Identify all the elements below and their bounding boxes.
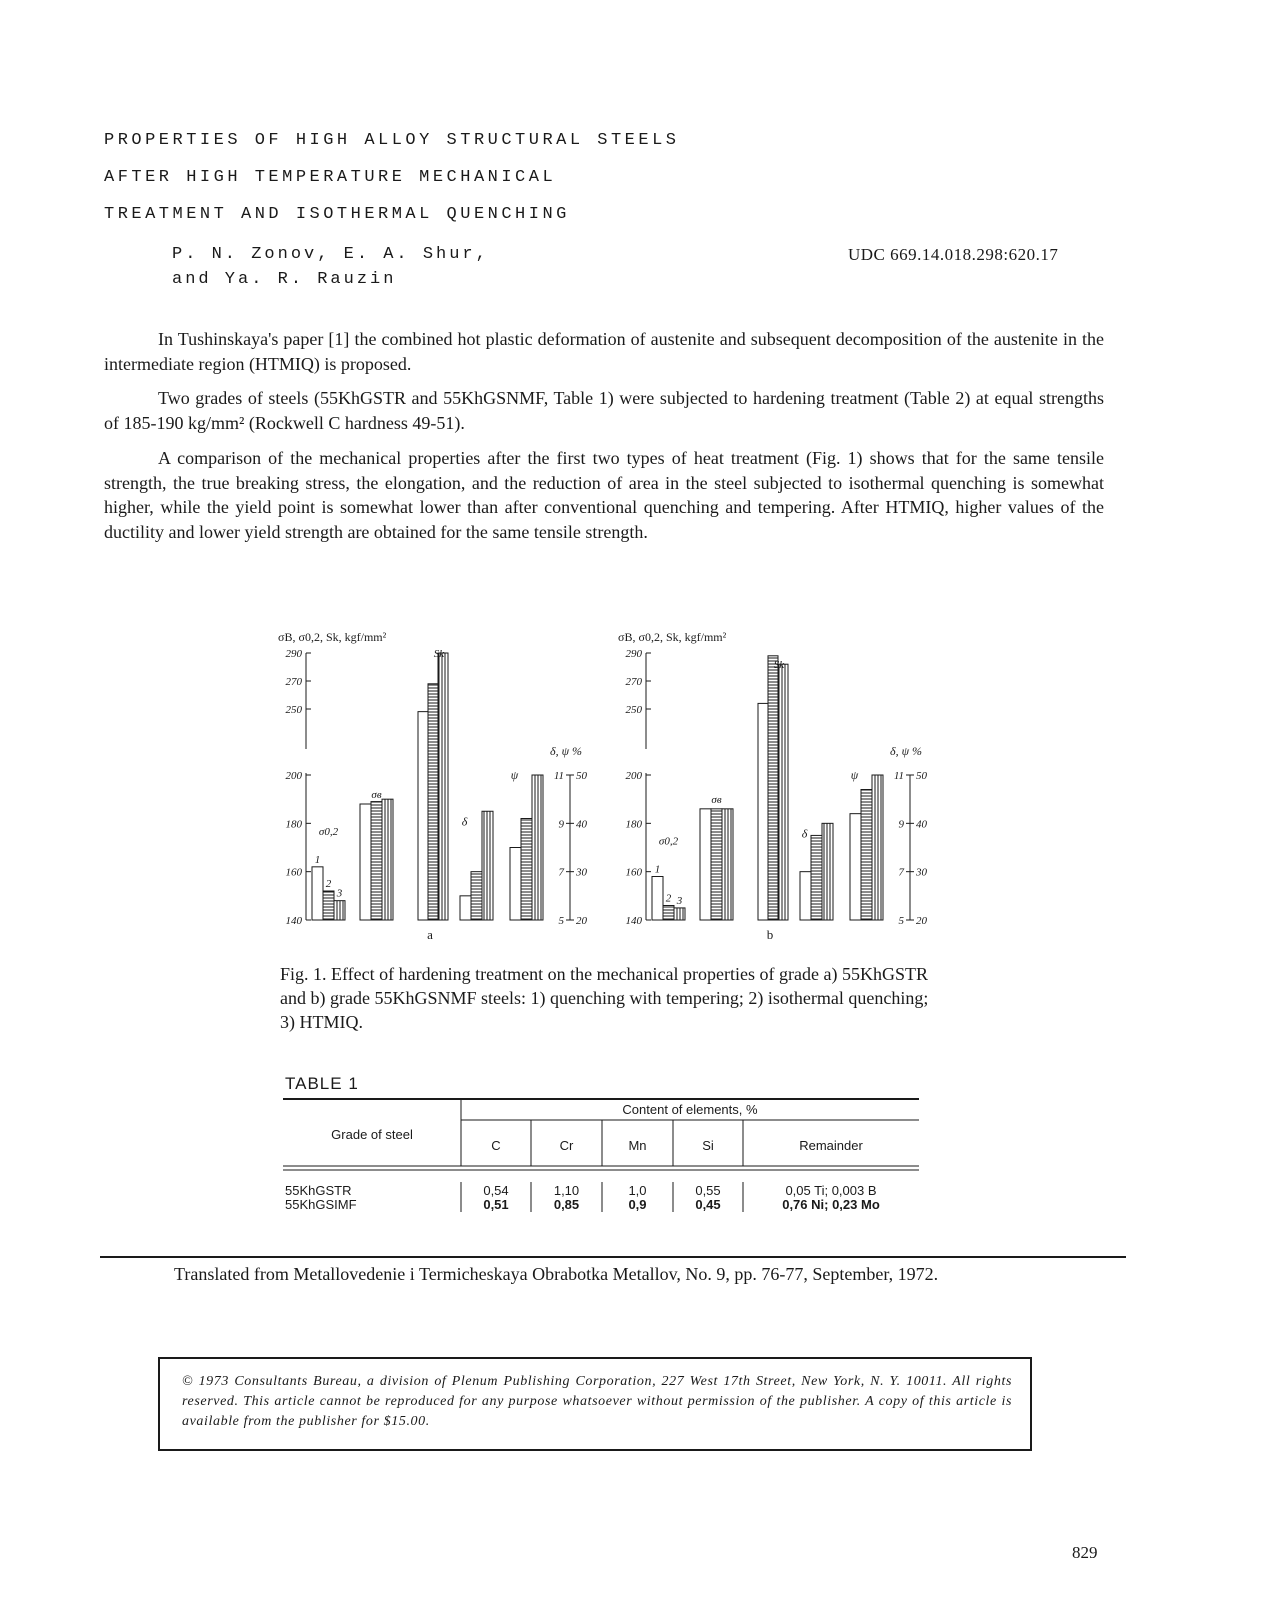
author-line: and Ya. R. Rauzin (172, 270, 397, 289)
table-grade-header: Grade of steel (331, 1127, 413, 1142)
y2-axis-label: δ, ψ % (889, 744, 923, 758)
bar (768, 656, 778, 920)
series-number: 1 (314, 853, 321, 866)
y-tick-label: 290 (625, 648, 642, 660)
table-cell: 1,10 (553, 1183, 580, 1198)
title-line: PROPERTIES OF HIGH ALLOY STRUCTURAL STEELS (104, 131, 680, 150)
y2-axis-label: δ, ψ % (549, 744, 583, 758)
y-tick-label: 140 (625, 915, 642, 927)
table-cell: 0,54 (483, 1183, 509, 1198)
figure-panel-a (278, 630, 588, 942)
y2-tick-label-elong: 5 (898, 915, 904, 927)
bar (663, 906, 674, 921)
udc-code: UDC 669.14.018.298:620.17 (848, 245, 1059, 264)
y2-tick-label-elong: 11 (553, 770, 564, 782)
bar (711, 809, 722, 920)
bar (334, 901, 345, 920)
bar (532, 775, 543, 920)
y-tick-label: 270 (625, 676, 642, 688)
y2-tick-label-pct: 40 (916, 818, 927, 831)
bar-label-psi: ψ (850, 768, 859, 782)
bar (471, 872, 482, 920)
bar-label-psi: ψ (510, 768, 519, 782)
figure-caption: Fig. 1. Effect of hardening treatment on the mechanical properties of grade a) 55KhGSTR and b) grade 55KhGSNMF steels: 1) quenching with tempering; 2) isothermal quenching; 3) HTMIQ. (280, 964, 929, 1032)
article-title (104, 122, 679, 233)
paragraph: Two grades of steels (55KhGSTR and 55KhGSNMF, Table 1) were subjected to hardening treatment (Table 2) at equal strengths of 185-190 kg/mm² (Rockwell C hardness 49-51). (104, 388, 1104, 433)
y-tick-label: 250 (285, 704, 302, 716)
panel-label: a (427, 927, 433, 942)
copyright-notice: © 1973 Consultants Bureau, a division of Plenum Publishing Corporation, 227 West 17th Street, New York, N. Y. 10011. All rights reserved. This article cannot be reproduced for any purpose whatsoever without permission of the publisher. A copy of this article is available from the publisher for $15.00. (158, 1357, 1032, 1451)
bar-label-sigma-b: σв (371, 789, 382, 801)
y-tick-label: 180 (285, 818, 302, 831)
y-tick-label: 200 (285, 770, 302, 782)
footnote-rule (100, 1256, 1126, 1258)
table-cell: 0,85 (553, 1197, 580, 1212)
bar (460, 896, 471, 920)
figure-1 (270, 615, 960, 950)
table-cell: 0,51 (483, 1197, 509, 1212)
author-line: P. N. Zonov, E. A. Shur, (172, 245, 489, 264)
series-number: 1 (654, 863, 661, 876)
y2-tick-label-pct: 50 (916, 770, 927, 782)
bar (312, 867, 323, 920)
y2-tick-label-pct: 30 (916, 866, 927, 879)
bar (800, 872, 811, 920)
y-tick-label: 270 (285, 676, 302, 688)
y-axis-label: σB, σ0,2, Sk, kgf/mm² (278, 630, 387, 644)
translation-footnote: Translated from Metallovedenie i Termicheskaya Obrabotka Metallov, No. 9, pp. 76-77, September, 1972. (174, 1264, 939, 1284)
bar (418, 712, 428, 920)
bar (674, 908, 685, 920)
y-axis-label: σB, σ0,2, Sk, kgf/mm² (618, 630, 727, 644)
y2-tick-label-elong: 9 (898, 818, 904, 831)
bar-label-sk: Sk (433, 648, 445, 660)
table-col-header: Cr (559, 1138, 574, 1153)
table-cell: 0,9 (628, 1197, 647, 1212)
y2-tick-label-pct: 20 (916, 915, 927, 927)
bar (758, 703, 768, 920)
bar (778, 664, 788, 920)
table-group-header: Content of elements, % (622, 1102, 758, 1117)
paragraph: In Tushinskaya's paper [1] the combined hot plastic deformation of austenite and subsequent decomposition of the austenite in the intermediate region (HTMIQ) is proposed. (104, 329, 1104, 374)
table-cell-grade: 55KhGSTR (285, 1183, 352, 1198)
table-cell: 0,55 (695, 1183, 721, 1198)
series-number: 3 (336, 887, 343, 900)
bar (861, 790, 872, 921)
series-number: 2 (325, 878, 332, 890)
series-number: 3 (676, 894, 683, 907)
bar (510, 848, 521, 921)
y2-tick-label-elong: 7 (898, 866, 904, 879)
series-number: 2 (665, 892, 672, 905)
figure-panel-b (618, 630, 928, 942)
bar (722, 809, 733, 920)
author-block (172, 242, 489, 292)
bar-label-sigma02: σ0,2 (658, 835, 679, 848)
bar (872, 775, 883, 920)
y2-tick-label-pct: 30 (576, 866, 587, 879)
bar (811, 835, 822, 920)
y2-tick-label-elong: 5 (558, 915, 564, 927)
page-number: 829 (1072, 1543, 1098, 1562)
y-tick-label: 290 (285, 648, 302, 660)
y2-tick-label-elong: 7 (558, 866, 564, 879)
table-1 (283, 1096, 919, 1226)
y-tick-label: 250 (625, 704, 642, 716)
bar-label-sigma02: σ0,2 (318, 825, 339, 838)
paragraph: A comparison of the mechanical properties after the first two types of heat treatment (Fig. 1) shows that for the same tensile strength, the true breaking stress, the elongation, and the reduction of area in the steel subjected to isothermal quenching is somewhat higher, while the yield point is somewhat lower than after conventional quenching and tempering. After HTMIQ, higher values of the ductility and lower yield strength are obtained for the same tensile strength. (104, 448, 1104, 542)
title-line: TREATMENT AND ISOTHERMAL QUENCHING (104, 205, 570, 224)
table-cell-grade: 55KhGSIMF (285, 1197, 357, 1212)
table-cell: 0,76 Ni; 0,23 Mo (782, 1197, 880, 1212)
bar (371, 802, 382, 920)
bar (323, 891, 334, 920)
y-tick-label: 180 (625, 818, 642, 831)
bar (521, 819, 532, 921)
bar-label-delta: δ (461, 814, 468, 829)
y2-tick-label-elong: 9 (558, 818, 564, 831)
table-col-header: Remainder (799, 1138, 863, 1153)
bar (850, 814, 861, 920)
table-cell: 1,0 (628, 1183, 647, 1198)
y2-tick-label-pct: 50 (576, 770, 587, 782)
panel-label: b (766, 927, 774, 942)
y2-tick-label-elong: 11 (893, 770, 904, 782)
table-col-header: Mn (628, 1138, 647, 1153)
y-tick-label: 140 (285, 915, 302, 927)
bar (360, 804, 371, 920)
bar (822, 823, 833, 920)
table-cell: 0,05 Ti; 0,003 B (785, 1183, 877, 1198)
table-cell: 0,45 (695, 1197, 721, 1212)
bar (382, 799, 393, 920)
table-label: TABLE 1 (285, 1074, 359, 1093)
bar (438, 653, 448, 920)
bar (428, 684, 438, 920)
bar (700, 809, 711, 920)
bar-label-delta: δ (801, 826, 808, 841)
y-tick-label: 200 (625, 770, 642, 782)
table-col-header: C (491, 1138, 501, 1153)
y-tick-label: 160 (625, 866, 642, 879)
table-col-header: Si (702, 1138, 714, 1153)
y2-tick-label-pct: 40 (576, 818, 587, 831)
bar-label-sk: Sk (773, 659, 785, 672)
bar (652, 877, 663, 921)
y2-tick-label-pct: 20 (576, 915, 587, 927)
bar (482, 811, 493, 920)
bar-label-sigma-b: σв (711, 793, 722, 806)
title-line: AFTER HIGH TEMPERATURE MECHANICAL (104, 168, 557, 187)
y-tick-label: 160 (285, 866, 302, 879)
